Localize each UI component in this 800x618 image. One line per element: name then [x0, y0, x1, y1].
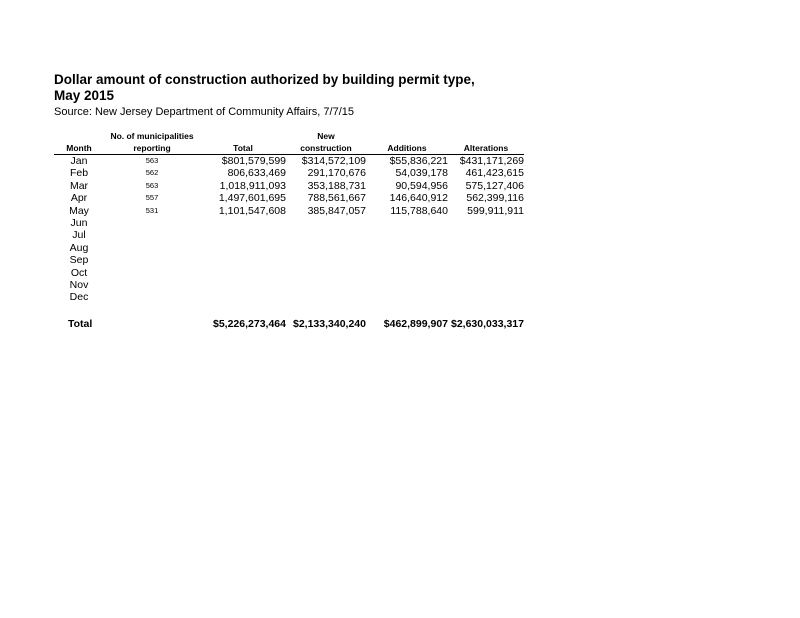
- report-title: [54, 72, 475, 104]
- cell-total: [200, 279, 286, 291]
- header-total: Total: [200, 142, 286, 155]
- cell-total: 806,633,469: [227, 167, 286, 180]
- cell-new-construction: 353,188,731: [307, 179, 366, 192]
- table-row: [54, 192, 524, 204]
- cell-alterations: 575,127,406: [465, 179, 524, 192]
- cell-month: Oct: [70, 266, 88, 279]
- cell-additions: [366, 254, 448, 266]
- cell-municipalities: 562: [145, 168, 159, 178]
- cell-month: Jan: [70, 155, 88, 167]
- cell-alterations: [448, 242, 524, 254]
- cell-additions: [366, 279, 448, 291]
- header-month: Month: [54, 142, 104, 155]
- spacer-row: [54, 304, 524, 318]
- cell-new-construction: [286, 242, 366, 254]
- title-line-2: May 2015: [54, 88, 115, 103]
- header-blank: [200, 129, 286, 142]
- cell-month: Jun: [70, 217, 88, 230]
- cell-additions: [366, 267, 448, 279]
- cell-municipalities: 563: [145, 156, 159, 165]
- cell-total: [200, 242, 286, 254]
- cell-municipalities: [104, 242, 200, 254]
- cell-alterations: [448, 291, 524, 303]
- total-alterations: $2,630,033,317: [451, 317, 524, 330]
- cell-new-construction: 385,847,057: [307, 204, 366, 217]
- header-blank: [448, 129, 524, 142]
- total-additions: $462,899,907: [383, 317, 448, 330]
- header-blank: [366, 129, 448, 142]
- source-note: Source: New Jersey Department of Community Affairs, 7/7/15: [54, 106, 354, 118]
- cell-new-construction: [286, 254, 366, 266]
- table-row: [54, 291, 524, 303]
- cell-alterations: [448, 267, 524, 279]
- cell-total: [200, 254, 286, 266]
- header-new-line1: New: [317, 131, 335, 141]
- table-row: [54, 167, 524, 179]
- cell-total: $801,579,599: [221, 155, 286, 167]
- cell-municipalities: 563: [145, 180, 159, 190]
- header-row-2: [54, 142, 524, 155]
- total-row: [54, 318, 524, 330]
- spacer-cell: [54, 304, 524, 318]
- title-line-1: Dollar amount of construction authorized by building permit type,: [54, 72, 475, 87]
- cell-additions: 54,039,178: [395, 167, 448, 180]
- permit-table: [54, 129, 524, 330]
- cell-total: [200, 267, 286, 279]
- total-all: $5,226,273,464: [213, 317, 286, 330]
- cell-additions: $55,836,221: [389, 155, 448, 167]
- cell-municipalities: 557: [145, 193, 159, 203]
- cell-new-construction: [286, 279, 366, 291]
- cell-alterations: [448, 217, 524, 229]
- total-label: Total: [68, 317, 93, 330]
- table-row: [54, 267, 524, 279]
- cell-municipalities: [104, 291, 200, 303]
- cell-additions: [366, 229, 448, 241]
- cell-municipalities: [104, 267, 200, 279]
- cell-month: Mar: [69, 179, 89, 192]
- cell-month: Aug: [69, 241, 89, 254]
- header-row-1: [54, 129, 524, 142]
- cell-total: [200, 291, 286, 303]
- cell-new-construction: [286, 291, 366, 303]
- cell-total: [200, 229, 286, 241]
- cell-month: Nov: [69, 279, 89, 292]
- cell-month: Sep: [69, 254, 89, 267]
- cell-alterations: [448, 229, 524, 241]
- cell-total: 1,497,601,695: [218, 192, 286, 205]
- table-row: [54, 254, 524, 266]
- cell-month: May: [69, 204, 89, 217]
- cell-additions: [366, 291, 448, 303]
- cell-alterations: [448, 279, 524, 291]
- table-row: [54, 229, 524, 241]
- cell-alterations: $431,171,269: [459, 155, 524, 167]
- cell-municipalities: [104, 279, 200, 291]
- cell-alterations: 461,423,615: [465, 167, 524, 180]
- header-blank: [54, 129, 104, 142]
- header-municipalities-line2: reporting: [104, 142, 200, 155]
- table-row: [54, 242, 524, 254]
- cell-total: 1,101,547,608: [218, 204, 286, 217]
- table-row: [54, 155, 524, 168]
- cell-additions: [366, 242, 448, 254]
- total-new-construction: $2,133,340,240: [293, 317, 366, 330]
- cell-new-construction: [286, 267, 366, 279]
- table-row: [54, 279, 524, 291]
- cell-municipalities: [104, 229, 200, 241]
- cell-alterations: 562,399,116: [466, 192, 524, 205]
- cell-month: Feb: [69, 167, 89, 180]
- table-row: [54, 217, 524, 229]
- cell-alterations: 599,911,911: [467, 204, 524, 217]
- cell-new-construction: [286, 217, 366, 229]
- cell-additions: [366, 217, 448, 229]
- cell-new-construction: $314,572,109: [301, 155, 366, 167]
- cell-month: Apr: [70, 192, 88, 205]
- cell-new-construction: [286, 229, 366, 241]
- cell-new-construction: 788,561,667: [307, 192, 366, 205]
- cell-alterations: [448, 254, 524, 266]
- table-row: [54, 205, 524, 217]
- cell-total: 1,018,911,093: [219, 179, 286, 192]
- header-alterations: Alterations: [448, 142, 524, 155]
- cell-new-construction: 291,170,676: [307, 167, 366, 180]
- cell-municipalities: [104, 217, 200, 229]
- cell-municipalities: 531: [145, 205, 159, 215]
- cell-additions: 115,788,640: [390, 204, 448, 217]
- cell-additions: 90,594,956: [395, 179, 448, 192]
- cell-month: Jul: [72, 229, 86, 242]
- header-municipalities-line1: No. of municipalities: [110, 131, 194, 141]
- header-new-line2: construction: [286, 142, 366, 155]
- cell-total: [200, 217, 286, 229]
- cell-municipalities: [104, 254, 200, 266]
- cell-month: Dec: [69, 291, 89, 304]
- cell-additions: 146,640,912: [389, 192, 448, 205]
- header-additions: Additions: [366, 142, 448, 155]
- table-row: [54, 180, 524, 192]
